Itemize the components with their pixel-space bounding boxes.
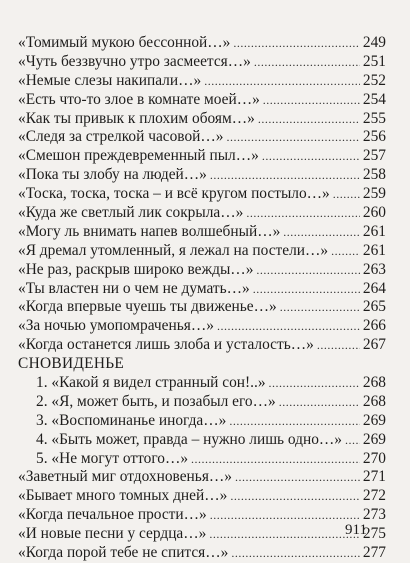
toc-subentry-title: 1. «Какой я видел странный сон!..» — [36, 374, 266, 392]
toc-entry — [18, 506, 386, 525]
toc-entry — [18, 487, 386, 506]
dot-leader — [263, 91, 360, 110]
toc-entry-title: «И новые песни у сердца…» — [18, 525, 207, 543]
toc-entry — [18, 72, 386, 91]
toc-entry — [18, 110, 386, 129]
toc-entry-page: 261 — [362, 222, 386, 240]
dot-leader — [217, 317, 360, 336]
dot-leader — [345, 431, 360, 450]
toc-entry-title: «За ночью умопомраченья…» — [18, 317, 214, 335]
toc-entry-title: «Когда впервые чуешь ты движенье…» — [18, 298, 277, 316]
dot-leader — [227, 128, 361, 147]
dot-leader — [333, 185, 360, 204]
dot-leader — [283, 223, 360, 242]
dot-leader — [280, 298, 360, 317]
dot-leader — [233, 34, 360, 53]
toc-subentry-title: 3. «Воспоминанье иногда…» — [36, 411, 227, 429]
toc-entry-page: 277 — [362, 544, 386, 562]
section-heading: СНОВИДЕНЬЕ — [18, 355, 125, 373]
toc-entry-title: «Ты властен ни о чем не думать…» — [18, 279, 250, 297]
toc-entry — [18, 525, 386, 544]
toc-subentry-page: 268 — [362, 392, 386, 410]
dot-leader — [246, 204, 360, 223]
dot-leader — [210, 506, 360, 525]
toc-entry — [18, 336, 386, 355]
toc-entry-page: 255 — [362, 109, 386, 127]
toc-entry-title: «Я дремал утомленный, я лежал на постели…» — [18, 241, 329, 259]
toc-entry-title: «Следя за стрелкой часовой…» — [18, 128, 224, 146]
toc-entry-title: «Когда порой тебе не спится…» — [18, 544, 229, 562]
toc-entry-title: «Чуть беззвучно утро засмеется…» — [18, 52, 251, 70]
toc-subentry-page: 269 — [362, 430, 386, 448]
table-of-contents — [18, 34, 386, 563]
toc-entry-title: «Когда печальное прости…» — [18, 506, 207, 524]
dot-leader — [331, 242, 360, 261]
toc-entry-page: 252 — [362, 71, 386, 89]
toc-entry-page: 254 — [362, 90, 386, 108]
toc-subentry-page: 270 — [362, 449, 386, 467]
toc-subentry — [18, 393, 386, 412]
toc-subentry — [18, 431, 386, 450]
dot-leader — [235, 468, 360, 487]
dot-leader — [210, 166, 360, 185]
dot-leader — [204, 72, 360, 91]
dot-leader — [209, 525, 360, 544]
toc-entry — [18, 204, 386, 223]
toc-entry — [18, 53, 386, 72]
toc-entry-page: 273 — [362, 506, 386, 524]
toc-entry — [18, 91, 386, 110]
toc-entry — [18, 128, 386, 147]
toc-entry — [18, 468, 386, 487]
toc-entry-page: 271 — [362, 468, 386, 486]
toc-entry — [18, 298, 386, 317]
toc-entry-page: 265 — [362, 298, 386, 316]
toc-entry-title: «Пока ты злобу на людей…» — [18, 166, 207, 184]
toc-entry — [18, 261, 386, 280]
toc-entry-title: «Когда останется лишь злоба и усталость…» — [18, 336, 314, 354]
toc-entry-title: «Могу ль внимать напев волшебный…» — [18, 222, 281, 240]
toc-entry-page: 251 — [362, 52, 386, 70]
toc-subentry — [18, 374, 386, 393]
toc-entry-page: 258 — [362, 166, 386, 184]
toc-entry-page: 249 — [362, 34, 386, 51]
toc-entry — [18, 317, 386, 336]
toc-entry — [18, 242, 386, 261]
toc-subentry — [18, 412, 386, 431]
dot-leader — [256, 261, 360, 280]
dot-leader — [262, 147, 360, 166]
toc-entry-page: 257 — [362, 147, 386, 165]
toc-subentry-page: 269 — [362, 411, 386, 429]
toc-entry-page: 266 — [362, 317, 386, 335]
toc-entry-page: 267 — [362, 336, 386, 354]
toc-subentry-title: 5. «Не могут оттого…» — [36, 449, 189, 467]
dot-leader — [269, 374, 360, 393]
dot-leader — [229, 412, 360, 431]
toc-entry-page: 260 — [362, 204, 386, 222]
toc-entry-title: «Немые слезы накипали…» — [18, 71, 202, 89]
dot-leader — [254, 53, 360, 72]
toc-entry-page: 263 — [362, 260, 386, 278]
toc-subentry-title: 2. «Я, может быть, и позабыл его…» — [36, 392, 276, 410]
toc-entry-title: «Тоска, тоска, тоска – и всё кругом постыло…» — [18, 185, 330, 203]
toc-subentry — [18, 450, 386, 469]
toc-entry — [18, 185, 386, 204]
dot-leader — [253, 280, 360, 299]
toc-entry — [18, 166, 386, 185]
toc-entry-title: «Смешон преждевременный пыл…» — [18, 147, 259, 165]
toc-entry-title: «Как ты привык к плохим обоям…» — [18, 109, 255, 127]
toc-entry-page: 259 — [362, 185, 386, 203]
dot-leader — [258, 110, 360, 129]
toc-entry — [18, 280, 386, 299]
dot-leader — [231, 544, 360, 563]
toc-subentry-title: 4. «Быть может, правда – нужно лишь одно…» — [36, 430, 343, 448]
toc-entry — [18, 147, 386, 166]
toc-entry-title: «Не раз, раскрыв широко вежды…» — [18, 260, 254, 278]
toc-entry-page: 256 — [362, 128, 386, 146]
toc-entry — [18, 544, 386, 563]
toc-entry-title: «Куда же светлый лик сокрыла…» — [18, 204, 244, 222]
dot-leader — [317, 336, 360, 355]
dot-leader — [191, 450, 360, 469]
toc-entry — [18, 223, 386, 242]
toc-entry-title: «Томимый мукою бессонной…» — [18, 34, 231, 51]
toc-entry-title: «Бывает много томных дней…» — [18, 487, 228, 505]
dot-leader — [230, 487, 360, 506]
toc-entry — [18, 34, 386, 53]
toc-entry-page: 275 — [362, 525, 386, 543]
toc-subentry-page: 268 — [362, 374, 386, 392]
toc-entry-title: «Заветный миг отдохновенья…» — [18, 468, 232, 486]
page-number: 911 — [345, 522, 367, 538]
toc-entry-title: «Есть что-то злое в комнате моей…» — [18, 90, 260, 108]
toc-entry-page: 272 — [362, 487, 386, 505]
dot-leader — [279, 393, 360, 412]
toc-entry-page: 264 — [362, 279, 386, 297]
toc-entry-page: 261 — [362, 241, 386, 259]
